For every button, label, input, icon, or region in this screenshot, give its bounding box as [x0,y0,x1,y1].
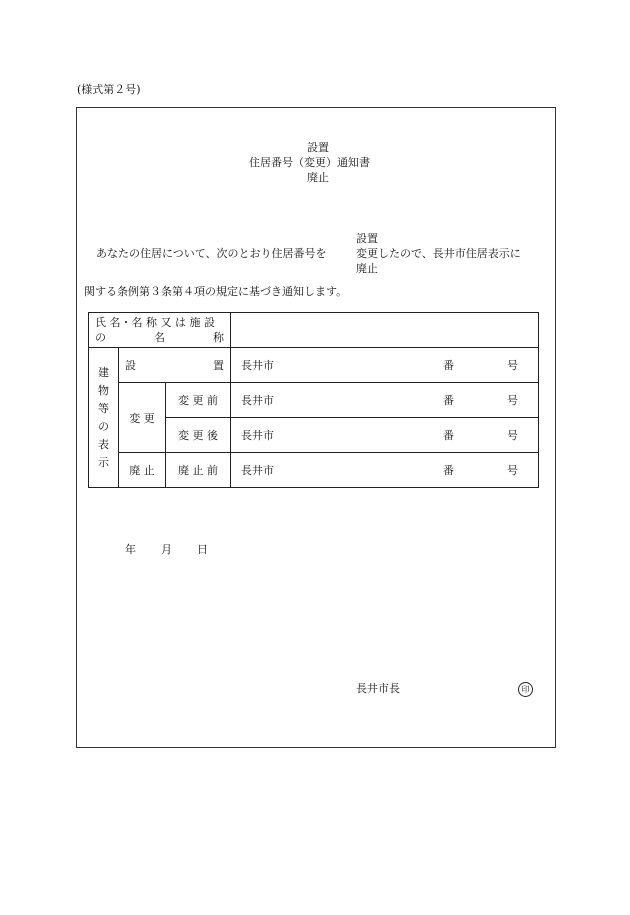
abolish-group-label: 廃 止 [119,453,166,488]
body-option-establish: 設置 [356,232,378,245]
owner-row [89,313,539,348]
date-day-label: 日 [197,543,208,556]
address-table [88,312,539,488]
body-option-change: 変更したので、長井市住居表示に [356,247,521,260]
establish-value-cell: 長井市 番 号 [231,348,539,383]
change-before-value-cell: 長井市 番 号 [231,383,539,418]
abolish-before-value-cell: 長井市 番 号 [231,453,539,488]
body-option-abolish: 廃止 [356,262,378,275]
change-after-label: 変 更 後 [166,418,231,453]
form-title: 住居番号（変更）通知書 [249,156,370,169]
title-option-abolish: 廃止 [307,171,329,184]
table-row [89,348,539,383]
body-line2: 関する条例第３条第４項の規定に基づき通知します。 [84,285,348,298]
title-option-establish: 設置 [307,141,329,154]
body-line1: あなたの住居について、次のとおり住居番号を [96,247,327,260]
owner-label-line1: 氏 名・名 称 又 は 施 設 [95,316,215,329]
owner-value-cell [231,313,539,348]
date-month-label: 月 [161,543,172,556]
table-row [89,453,539,488]
building-display-label: 建 物 等 の 表 示 [89,348,119,488]
establish-label-cell: 設 置 [119,348,231,383]
owner-label-line2: の 名 称 [95,331,224,344]
table-row [89,383,539,418]
change-group-label: 変 更 [119,383,166,453]
owner-label-cell [89,313,231,348]
seal-icon: 印 [518,682,533,697]
abolish-before-label: 廃 止 前 [166,453,231,488]
date-year-label: 年 [125,543,136,556]
change-before-label: 変 更 前 [166,383,231,418]
change-after-value-cell: 長井市 番 号 [231,418,539,453]
mayor-title: 長井市長 [356,682,400,695]
form-number-label: (様式第２号) [77,83,141,96]
